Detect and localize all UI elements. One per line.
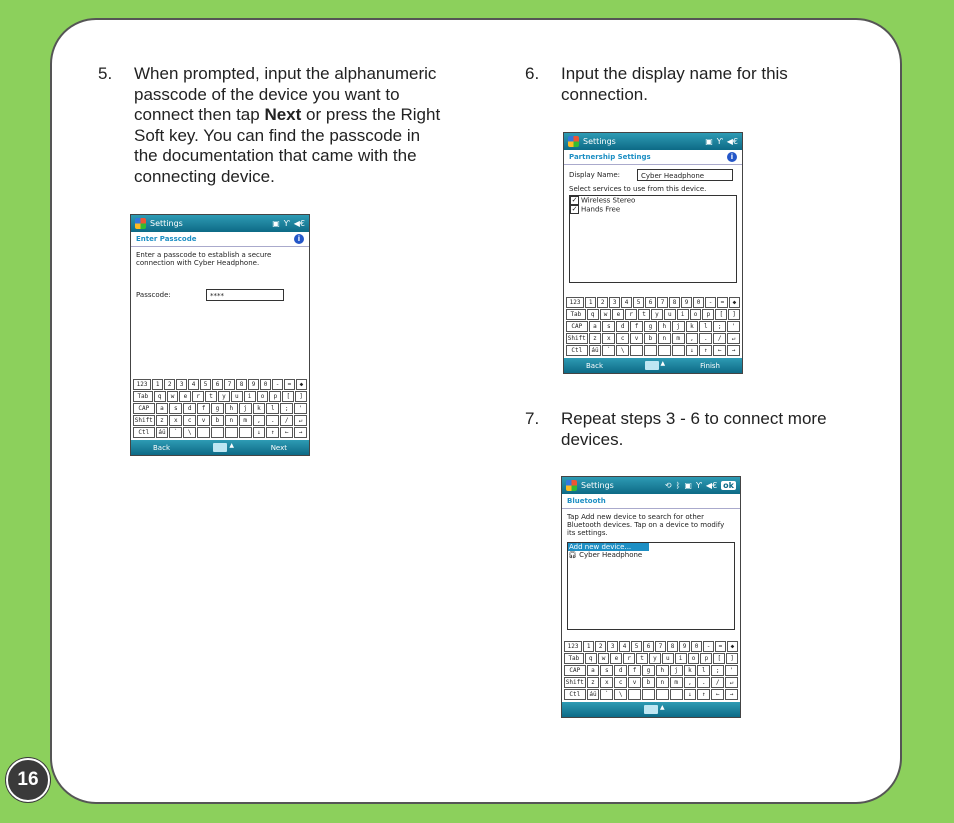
help-icon[interactable]: i <box>727 152 737 162</box>
step-text: Input the display name for this connection. <box>561 64 788 104</box>
keyboard-key[interactable] <box>672 345 685 356</box>
keyboard-row <box>133 427 307 438</box>
keyboard-key[interactable]: 1 <box>583 641 594 652</box>
keyboard-key[interactable]: k <box>686 321 699 332</box>
display-name-input[interactable]: Cyber Headphone <box>637 169 733 181</box>
keyboard-key[interactable]: Tab <box>564 653 584 664</box>
keyboard-row <box>564 689 738 700</box>
keyboard-key[interactable]: ; <box>711 665 724 676</box>
keyboard-key[interactable]: a <box>589 321 602 332</box>
keyboard-key[interactable]: t <box>205 391 217 402</box>
keyboard-key[interactable]: l <box>699 321 712 332</box>
keyboard-key[interactable]: 9 <box>679 641 690 652</box>
keyboard-key[interactable]: 5 <box>633 297 644 308</box>
keyboard-key[interactable]: e <box>610 653 622 664</box>
keyboard-key[interactable]: m <box>672 333 685 344</box>
keyboard-key[interactable]: 2 <box>595 641 606 652</box>
keyboard-key[interactable]: 5 <box>631 641 642 652</box>
keyboard-key[interactable]: y <box>218 391 230 402</box>
keyboard-key[interactable]: ↵ <box>725 677 738 688</box>
keyboard-row <box>564 665 738 676</box>
keyboard-key[interactable]: 8 <box>669 297 680 308</box>
keyboard-key[interactable]: d <box>183 403 196 414</box>
soft-key-bar <box>564 358 742 373</box>
screenshot-bluetooth <box>561 476 741 718</box>
keyboard-key[interactable]: 6 <box>645 297 656 308</box>
keyboard-key[interactable]: u <box>662 653 674 664</box>
keyboard-key[interactable]: g <box>644 321 657 332</box>
keyboard-key[interactable]: ] <box>295 391 307 402</box>
passcode-input[interactable]: **** <box>206 289 284 301</box>
keyboard-key[interactable]: áü <box>587 689 600 700</box>
device-list <box>567 542 735 630</box>
keyboard-key[interactable]: f <box>197 403 210 414</box>
keyboard-key[interactable]: ' <box>727 321 740 332</box>
title-bar: Settings ⟲ ᛒ ▣ Ƴ ◀€ ok <box>562 477 740 494</box>
keyboard-key[interactable]: j <box>672 321 685 332</box>
keyboard-key[interactable]: 2 <box>597 297 608 308</box>
keyboard-key[interactable]: h <box>225 403 238 414</box>
keyboard-key[interactable]: 7 <box>655 641 666 652</box>
keyboard-key[interactable]: i <box>675 653 687 664</box>
keyboard-key[interactable]: ` <box>602 345 615 356</box>
keyboard-key[interactable]: x <box>169 415 182 426</box>
keyboard-key[interactable]: l <box>266 403 279 414</box>
keyboard-key[interactable]: e <box>612 309 624 320</box>
keyboard-key[interactable]: Ctl <box>564 689 586 700</box>
keyboard-key[interactable] <box>628 689 641 700</box>
keyboard-key[interactable]: 1 <box>585 297 596 308</box>
keyboard-key[interactable]: v <box>630 333 643 344</box>
step-text: When prompted, input the alphanumeric passcode of the device you want to connect then tap Next or press the Right Soft key. You can find the passcode in the documentation that came with the connecting device. <box>134 64 441 186</box>
keyboard-key[interactable]: ↓ <box>253 427 266 438</box>
keyboard-key[interactable]: z <box>589 333 602 344</box>
keyboard-key[interactable]: m <box>670 677 683 688</box>
keyboard-key[interactable]: z <box>156 415 169 426</box>
info-text: Tap Add new device to search for other Bluetooth devices. Tap on a device to modify its settings. <box>567 513 725 537</box>
keyboard-key[interactable]: 0 <box>691 641 702 652</box>
title-bar: Settings ▣ Ƴ ◀€ <box>564 133 742 150</box>
step-number: 7. <box>525 409 540 428</box>
keyboard-key[interactable] <box>239 427 252 438</box>
soft-key-bar <box>131 440 309 455</box>
keyboard-key[interactable]: [ <box>715 309 727 320</box>
keyboard-key[interactable]: 5 <box>200 379 211 390</box>
title-bar: Settings ▣ Ƴ ◀€ <box>131 215 309 232</box>
keyboard-key[interactable]: 8 <box>236 379 247 390</box>
keyboard-row <box>566 297 740 308</box>
keyboard-key[interactable]: ] <box>726 653 738 664</box>
connectivity-icon[interactable]: ▣ <box>272 219 280 228</box>
keyboard-key[interactable]: 9 <box>248 379 259 390</box>
keyboard-key[interactable]: v <box>628 677 641 688</box>
soft-keyboard <box>564 641 738 701</box>
passcode-label: Passcode: <box>136 291 171 299</box>
ok-button[interactable]: ok <box>723 481 734 490</box>
keyboard-key[interactable]: Ctl <box>133 427 155 438</box>
keyboard-key[interactable]: / <box>280 415 293 426</box>
keyboard-key[interactable]: 6 <box>212 379 223 390</box>
keyboard-key[interactable] <box>642 689 655 700</box>
keyboard-key[interactable]: x <box>600 677 613 688</box>
keyboard-key[interactable]: ◆ <box>296 379 307 390</box>
keyboard-key[interactable]: CAP <box>564 665 586 676</box>
keyboard-key[interactable]: r <box>625 309 637 320</box>
screen-heading: Enter Passcode i <box>131 232 309 247</box>
keyboard-key[interactable]: f <box>630 321 643 332</box>
keyboard-key[interactable]: Tab <box>133 391 153 402</box>
keyboard-key[interactable]: t <box>636 653 648 664</box>
keyboard-key[interactable] <box>644 345 657 356</box>
keyboard-key[interactable]: → <box>725 689 738 700</box>
keyboard-row <box>566 309 740 320</box>
keyboard-key[interactable]: ` <box>600 689 613 700</box>
help-icon[interactable]: i <box>294 234 304 244</box>
services-label: Select services to use from this device. <box>569 185 707 193</box>
display-name-label: Display Name: <box>569 171 621 179</box>
checkbox-checked[interactable]: ✓ <box>571 196 578 204</box>
keyboard-key[interactable]: 3 <box>176 379 187 390</box>
keyboard-key[interactable]: s <box>169 403 182 414</box>
keyboard-key[interactable]: áü <box>156 427 169 438</box>
list-item[interactable]: ✓ Hands Free <box>571 205 621 214</box>
keyboard-key[interactable]: [ <box>713 653 725 664</box>
keyboard-key[interactable]: w <box>600 309 612 320</box>
keyboard-key[interactable]: 2 <box>164 379 175 390</box>
back-soft-key[interactable]: Back <box>586 361 603 370</box>
keyboard-key[interactable]: 6 <box>643 641 654 652</box>
keyboard-row <box>566 345 740 356</box>
keyboard-key[interactable]: o <box>690 309 702 320</box>
keyboard-row <box>566 321 740 332</box>
step-text: Repeat steps 3 - 6 to connect more devices. <box>561 409 827 449</box>
keyboard-key[interactable]: ↑ <box>266 427 279 438</box>
keyboard-key[interactable]: v <box>197 415 210 426</box>
keyboard-key[interactable] <box>658 345 671 356</box>
keyboard-key[interactable]: ◆ <box>729 297 740 308</box>
keyboard-key[interactable]: g <box>642 665 655 676</box>
keyboard-key[interactable]: [ <box>282 391 294 402</box>
sync-icon[interactable]: ⟲ <box>664 481 672 490</box>
keyboard-key[interactable]: ← <box>713 345 726 356</box>
keyboard-key[interactable]: = <box>717 297 728 308</box>
keyboard-key[interactable]: CAP <box>133 403 155 414</box>
next-emphasis: Next <box>264 105 302 124</box>
keyboard-key[interactable]: q <box>585 653 597 664</box>
list-item[interactable]: 🎧︎ Cyber Headphone <box>568 551 643 559</box>
keyboard-key[interactable]: j <box>239 403 252 414</box>
screen-heading: Partnership Settings i <box>564 150 742 165</box>
keyboard-key[interactable]: q <box>154 391 166 402</box>
keyboard-key[interactable]: c <box>616 333 629 344</box>
keyboard-icon[interactable] <box>213 443 227 452</box>
keyboard-key[interactable]: 3 <box>607 641 618 652</box>
keyboard-key[interactable]: y <box>651 309 663 320</box>
step-6 <box>525 64 845 105</box>
keyboard-key[interactable]: s <box>600 665 613 676</box>
keyboard-key[interactable]: → <box>294 427 307 438</box>
keyboard-key[interactable]: b <box>211 415 224 426</box>
keyboard-key[interactable]: q <box>587 309 599 320</box>
keyboard-key[interactable]: n <box>656 677 669 688</box>
keyboard-key[interactable]: Shift <box>134 417 153 424</box>
keyboard-key[interactable]: = <box>715 641 726 652</box>
keyboard-key[interactable] <box>197 427 210 438</box>
keyboard-key[interactable]: b <box>642 677 655 688</box>
keyboard-key[interactable]: - <box>272 379 283 390</box>
keyboard-key[interactable]: Shift <box>565 679 584 686</box>
screenshot-enter-passcode <box>130 214 310 456</box>
keyboard-key[interactable]: → <box>727 345 740 356</box>
signal-icon[interactable]: Ƴ <box>695 481 702 490</box>
keyboard-key[interactable]: e <box>179 391 191 402</box>
keyboard-key[interactable] <box>656 689 669 700</box>
keyboard-key[interactable]: CAP <box>566 321 588 332</box>
keyboard-key[interactable]: r <box>623 653 635 664</box>
keyboard-row <box>564 641 738 652</box>
keyboard-key[interactable]: 123 <box>566 297 584 308</box>
keyboard-key[interactable]: ← <box>711 689 724 700</box>
keyboard-key[interactable]: p <box>269 391 281 402</box>
keyboard-key[interactable]: m <box>239 415 252 426</box>
keyboard-key[interactable]: - <box>703 641 714 652</box>
signal-icon[interactable]: Ƴ <box>283 219 290 228</box>
checkbox-checked[interactable]: ✓ <box>571 205 578 213</box>
back-soft-key[interactable]: Back <box>153 443 170 452</box>
keyboard-key[interactable]: . <box>266 415 279 426</box>
keyboard-key[interactable] <box>630 345 643 356</box>
volume-icon[interactable]: ◀€ <box>726 137 738 146</box>
keyboard-key[interactable]: ↵ <box>727 333 740 344</box>
keyboard-key[interactable]: j <box>670 665 683 676</box>
keyboard-key[interactable]: 1 <box>152 379 163 390</box>
keyboard-key[interactable]: z <box>587 677 600 688</box>
soft-keyboard <box>566 297 740 357</box>
keyboard-key[interactable]: f <box>628 665 641 676</box>
keyboard-key[interactable] <box>225 427 238 438</box>
next-soft-key[interactable]: Next <box>270 443 287 452</box>
keyboard-key[interactable]: \ <box>614 689 627 700</box>
keyboard-key[interactable]: c <box>183 415 196 426</box>
keyboard-key[interactable]: ↓ <box>684 689 697 700</box>
keyboard-key[interactable]: 7 <box>657 297 668 308</box>
page-number: 16 <box>6 758 50 802</box>
screen-heading: Bluetooth <box>562 494 740 509</box>
keyboard-row <box>133 391 307 402</box>
keyboard-key[interactable]: i <box>677 309 689 320</box>
keyboard-icon[interactable] <box>644 705 658 714</box>
keyboard-key[interactable]: ; <box>713 321 726 332</box>
keyboard-key[interactable]: a <box>156 403 169 414</box>
services-list <box>569 195 737 283</box>
keyboard-key[interactable]: s <box>602 321 615 332</box>
keyboard-row <box>564 653 738 664</box>
keyboard-key[interactable]: ◆ <box>727 641 738 652</box>
keyboard-key[interactable]: 123 <box>564 641 582 652</box>
windows-start-icon[interactable] <box>568 136 579 147</box>
keyboard-key[interactable]: o <box>688 653 700 664</box>
keyboard-key[interactable]: / <box>711 677 724 688</box>
keyboard-key[interactable]: 4 <box>619 641 630 652</box>
step-number: 5. <box>98 64 113 83</box>
keyboard-key[interactable]: - <box>705 297 716 308</box>
keyboard-key[interactable]: x <box>602 333 615 344</box>
keyboard-key[interactable]: g <box>211 403 224 414</box>
keyboard-key[interactable]: ← <box>280 427 293 438</box>
connectivity-icon[interactable]: ▣ <box>684 481 692 490</box>
keyboard-key[interactable]: 8 <box>667 641 678 652</box>
keyboard-row <box>566 333 740 344</box>
keyboard-key[interactable]: w <box>167 391 179 402</box>
bluetooth-icon[interactable]: ᛒ <box>675 481 681 490</box>
keyboard-key[interactable]: p <box>700 653 712 664</box>
keyboard-row <box>133 415 307 426</box>
volume-icon[interactable]: ◀€ <box>293 219 305 228</box>
keyboard-key[interactable]: h <box>658 321 671 332</box>
keyboard-key[interactable]: b <box>644 333 657 344</box>
keyboard-key[interactable]: ↑ <box>699 345 712 356</box>
list-item[interactable]: ✓ Wireless Stereo <box>571 196 636 205</box>
keyboard-key[interactable]: o <box>257 391 269 402</box>
soft-keyboard <box>133 379 307 439</box>
keyboard-key[interactable]: t <box>638 309 650 320</box>
keyboard-key[interactable]: u <box>664 309 676 320</box>
keyboard-key[interactable]: ' <box>294 403 307 414</box>
windows-start-icon[interactable] <box>566 480 577 491</box>
keyboard-key[interactable]: l <box>697 665 710 676</box>
keyboard-key[interactable]: ] <box>728 309 740 320</box>
keyboard-key[interactable]: 9 <box>681 297 692 308</box>
keyboard-key[interactable]: c <box>614 677 627 688</box>
keyboard-key[interactable]: d <box>614 665 627 676</box>
keyboard-key[interactable]: ↓ <box>686 345 699 356</box>
keyboard-key[interactable]: n <box>658 333 671 344</box>
keyboard-key[interactable]: k <box>684 665 697 676</box>
keyboard-row <box>133 379 307 390</box>
keyboard-key[interactable]: 4 <box>188 379 199 390</box>
keyboard-key[interactable]: ; <box>280 403 293 414</box>
keyboard-key[interactable]: i <box>244 391 256 402</box>
keyboard-key[interactable]: = <box>284 379 295 390</box>
keyboard-key[interactable]: . <box>699 333 712 344</box>
finish-soft-key[interactable]: Finish <box>700 361 720 370</box>
keyboard-key[interactable]: \ <box>616 345 629 356</box>
keyboard-key[interactable]: Ctl <box>566 345 588 356</box>
keyboard-key[interactable]: ↑ <box>697 689 710 700</box>
step-7 <box>525 409 855 450</box>
keyboard-key[interactable]: 0 <box>260 379 271 390</box>
keyboard-key[interactable]: r <box>192 391 204 402</box>
info-text: Enter a passcode to establish a secure connection with Cyber Headphone. <box>136 251 272 267</box>
keyboard-key[interactable]: 7 <box>224 379 235 390</box>
connectivity-icon[interactable]: ▣ <box>705 137 713 146</box>
keyboard-key[interactable]: . <box>697 677 710 688</box>
keyboard-key[interactable]: 0 <box>693 297 704 308</box>
keyboard-key[interactable]: 3 <box>609 297 620 308</box>
keyboard-key[interactable]: h <box>656 665 669 676</box>
keyboard-icon[interactable] <box>645 361 659 370</box>
signal-icon[interactable]: Ƴ <box>716 137 723 146</box>
keyboard-key[interactable]: ↵ <box>294 415 307 426</box>
keyboard-key[interactable] <box>211 427 224 438</box>
keyboard-key[interactable]: Tab <box>566 309 586 320</box>
keyboard-key[interactable]: / <box>713 333 726 344</box>
windows-start-icon[interactable] <box>135 218 146 229</box>
keyboard-key[interactable]: k <box>253 403 266 414</box>
step-number: 6. <box>525 64 540 83</box>
keyboard-key[interactable] <box>670 689 683 700</box>
volume-icon[interactable]: ◀€ <box>705 481 718 490</box>
keyboard-key[interactable]: a <box>587 665 600 676</box>
screenshot-partnership-settings <box>563 132 743 374</box>
keyboard-key[interactable]: ` <box>169 427 182 438</box>
keyboard-key[interactable]: y <box>649 653 661 664</box>
keyboard-key[interactable]: n <box>225 415 238 426</box>
keyboard-key[interactable]: 123 <box>133 379 151 390</box>
keyboard-key[interactable]: d <box>616 321 629 332</box>
keyboard-key[interactable]: u <box>231 391 243 402</box>
keyboard-key[interactable]: ' <box>725 665 738 676</box>
soft-key-bar <box>562 702 740 717</box>
keyboard-key[interactable]: Shift <box>567 335 586 342</box>
headphone-icon: 🎧︎ <box>568 551 577 559</box>
keyboard-key[interactable]: áü <box>589 345 602 356</box>
keyboard-key[interactable]: 4 <box>621 297 632 308</box>
keyboard-row <box>133 403 307 414</box>
keyboard-key[interactable]: p <box>702 309 714 320</box>
keyboard-key[interactable]: , <box>253 415 266 426</box>
add-new-device-item[interactable]: Add new device... <box>568 543 649 551</box>
keyboard-key[interactable]: w <box>598 653 610 664</box>
keyboard-row <box>564 677 738 688</box>
keyboard-key[interactable]: \ <box>183 427 196 438</box>
step-5 <box>98 64 448 187</box>
keyboard-key[interactable]: , <box>686 333 699 344</box>
keyboard-key[interactable]: , <box>684 677 697 688</box>
